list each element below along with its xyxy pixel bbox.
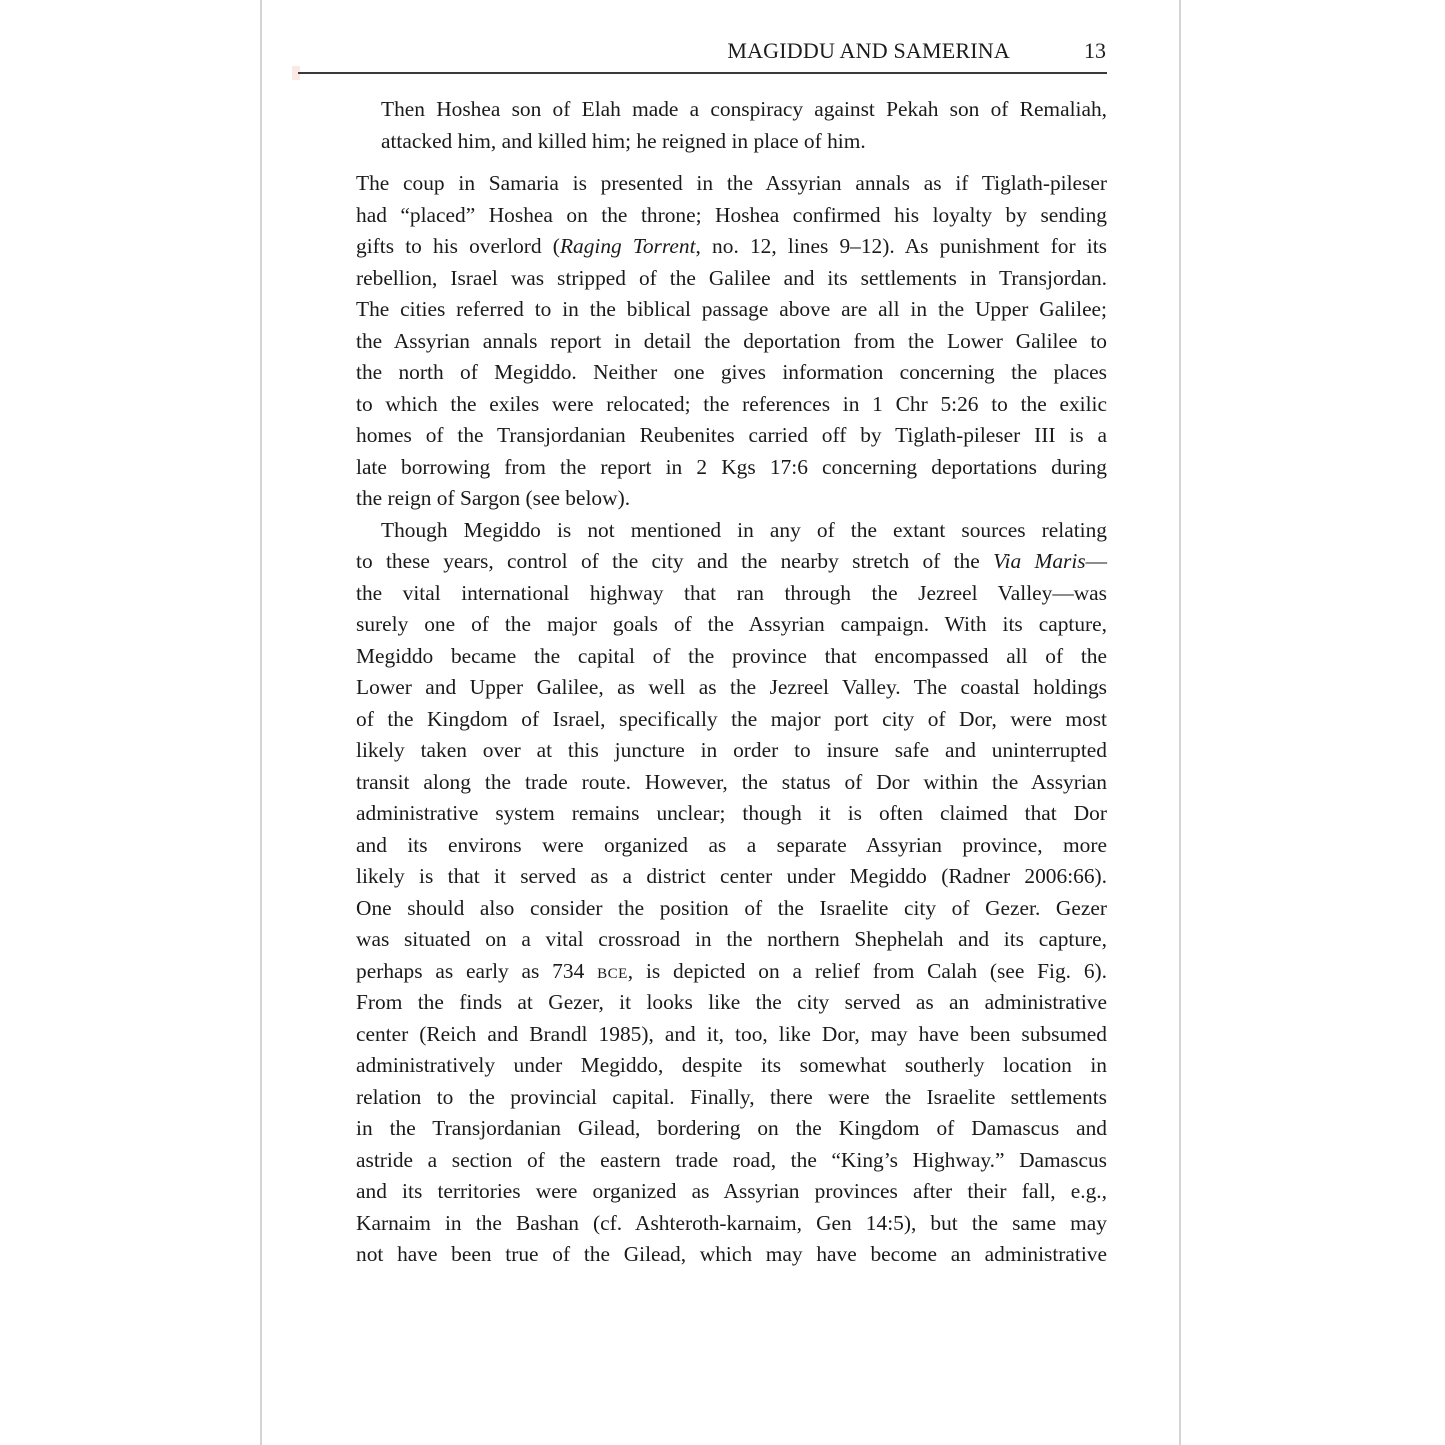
text-line: the Assyrian annals report in detail the deportation from the Lower Galilee to — [356, 328, 1107, 353]
text-line — [356, 956, 1107, 988]
text-line: Though Megiddo is not mentioned in any of the extant sources relating — [381, 517, 1107, 542]
text-line: and its territories were organized as Assyrian provinces after their fall, e.g., — [356, 1179, 1107, 1203]
text-line: likely taken over at this juncture in order to insure safe and uninterrupted — [356, 738, 1107, 762]
text-line: in the Transjordanian Gilead, bordering on the Kingdom of Damascus and — [356, 1116, 1107, 1140]
block-quote — [381, 94, 1107, 157]
text-line: astride a section of the eastern trade road, the “King’s Highway.” Damascus — [356, 1147, 1107, 1172]
text-line — [356, 546, 1107, 578]
paragraph-2 — [356, 515, 1107, 1271]
text-line: the reign of Sargon (see below). — [356, 486, 631, 510]
header-rule — [298, 72, 1107, 74]
text-line: likely is that it served as a district center under Megiddo (Radner 2006:66). — [356, 864, 1107, 888]
text-line: was situated on a vital crossroad in the northern Shephelah and its capture, — [356, 927, 1107, 951]
text-run: — — [1085, 549, 1107, 573]
text-line: rebellion, Israel was stripped of the Galilee and its settlements in Transjordan. — [356, 265, 1107, 290]
page-number: 13 — [1084, 38, 1106, 63]
text-line: The coup in Samaria is presented in the Assyrian annals as if Tiglath-pileser — [356, 171, 1107, 195]
text-line: the vital international highway that ran through the Jezreel Valley—was — [356, 580, 1107, 605]
text-line: to which the exiles were relocated; the references in 1 Chr 5:26 to the exilic — [356, 391, 1107, 416]
quote-line: attacked him, and killed him; he reigned in place of him. — [381, 128, 866, 153]
text-line: Karnaim in the Bashan (cf. Ashteroth-karnaim, Gen 14:5), but the same may — [356, 1210, 1107, 1235]
text-run: perhaps as early as 734 — [356, 958, 598, 983]
small-caps-era: BCE — [597, 965, 628, 982]
text-line: and its environs were organized as a separate Assyrian province, more — [356, 832, 1107, 857]
text-run: , no. 12, lines 9–12). As punishment for its — [695, 234, 1107, 258]
text-line: center (Reich and Brandl 1985), and it, too, like Dor, may have been subsumed — [356, 1021, 1107, 1046]
text-line: transit along the trade route. However, the status of Dor within the Assyrian — [356, 769, 1107, 794]
text-line: late borrowing from the report in 2 Kgs 17:6 concerning deportations during — [356, 454, 1107, 479]
body-text — [356, 168, 1107, 1271]
paragraph-1 — [356, 168, 1107, 515]
text-line: administratively under Megiddo, despite its somewhat southerly location in — [356, 1053, 1107, 1077]
text-line: administrative system remains unclear; though it is often claimed that Dor — [356, 801, 1107, 825]
text-line: not have been true of the Gilead, which may have become an administrative — [356, 1242, 1107, 1266]
place-name-italic: Via Maris — [993, 549, 1086, 573]
text-line: One should also consider the position of the Israelite city of Gezer. Gezer — [356, 895, 1107, 920]
text-line: From the finds at Gezer, it looks like the city served as an administrative — [356, 990, 1107, 1014]
text-line: had “placed” Hoshea on the throne; Hoshea confirmed his loyalty by sending — [356, 202, 1107, 227]
text-line: Megiddo became the capital of the province that encompassed all of the — [356, 643, 1107, 668]
text-run: , is depicted on a relief from Calah (see Fig. 6). — [627, 958, 1108, 983]
text-line: the north of Megiddo. Neither one gives information concerning the places — [356, 360, 1107, 384]
text-line: relation to the provincial capital. Finally, there were the Israelite settlements — [356, 1084, 1107, 1109]
text-run: gifts to his overlord ( — [356, 234, 560, 258]
text-line: The cities referred to in the biblical passage above are all in the Upper Galilee; — [356, 297, 1107, 321]
text-line — [356, 231, 1107, 263]
text-line: of the Kingdom of Israel, specifically the major port city of Dor, were most — [356, 706, 1107, 731]
quote-line: Then Hoshea son of Elah made a conspiracy against Pekah son of Remaliah, — [381, 97, 1107, 121]
running-title: MAGIDDU AND SAMERINA — [727, 38, 1010, 63]
book-title-italic: Raging Torrent — [559, 234, 696, 258]
text-line: homes of the Transjordanian Reubenites carried off by Tiglath-pileser III is a — [356, 423, 1107, 447]
text-line: Lower and Upper Galilee, as well as the Jezreel Valley. The coastal holdings — [356, 675, 1107, 699]
text-run: to these years, control of the city and the nearby stretch of the — [356, 549, 994, 573]
text-line: surely one of the major goals of the Assyrian campaign. With its capture, — [356, 612, 1107, 636]
running-head — [298, 36, 1107, 66]
